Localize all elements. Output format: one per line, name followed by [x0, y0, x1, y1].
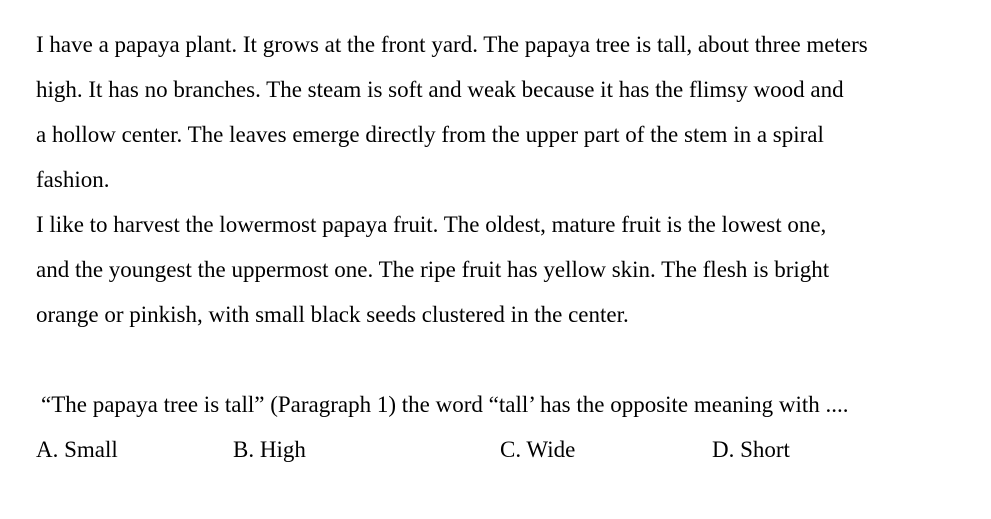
option-c: C. Wide: [500, 437, 576, 462]
paragraph-1-line-2: high. It has no branches. The steam is soft and weak because it has the flimsy wood and: [36, 77, 844, 102]
option-a: A. Small: [36, 437, 118, 462]
option-b: B. High: [233, 437, 306, 462]
paragraph-2-line-3: orange or pinkish, with small black seeds clustered in the center.: [36, 302, 629, 327]
paragraph-2-line-1: I like to harvest the lowermost papaya fruit. The oldest, mature fruit is the lowest one,: [36, 212, 827, 237]
paragraph-1-line-3: a hollow center. The leaves emerge directly from the upper part of the stem in a spiral: [36, 122, 824, 147]
option-d: D. Short: [712, 437, 790, 462]
paragraph-1-line-1: I have a papaya plant. It grows at the front yard. The papaya tree is tall, about three meters: [36, 32, 868, 57]
paragraph-2-line-2: and the youngest the uppermost one. The ripe fruit has yellow skin. The flesh is bright: [36, 257, 830, 282]
question-text: “The papaya tree is tall” (Paragraph 1) the word “tall’ has the opposite meaning with ....: [41, 392, 849, 417]
paragraph-1-line-4: fashion.: [36, 167, 110, 192]
